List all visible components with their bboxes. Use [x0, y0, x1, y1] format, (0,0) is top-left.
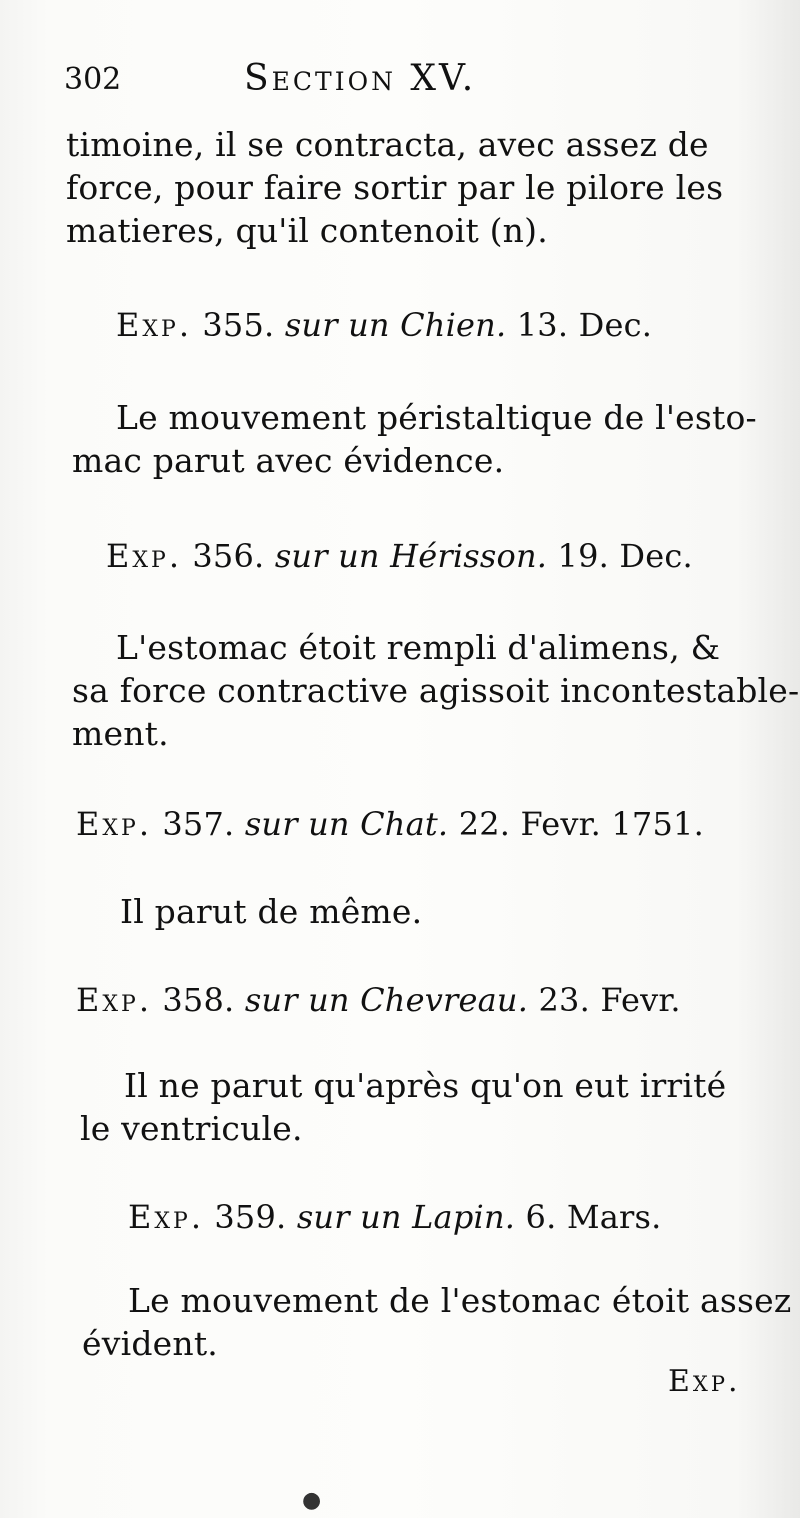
- experiment-subject: sur un Chevreau.: [244, 981, 529, 1019]
- text-line: Le mouvement de l'estomac étoit assez: [128, 1281, 792, 1320]
- text-line: évident.: [82, 1324, 218, 1363]
- experiment-date: 23. Fevr.: [538, 981, 681, 1019]
- text-line: ment.: [72, 714, 169, 753]
- experiment-label: Exp.: [106, 537, 182, 575]
- experiment-heading: [106, 536, 693, 576]
- experiment-subject: sur un Lapin.: [296, 1198, 516, 1236]
- experiment-label: Exp.: [76, 805, 152, 843]
- experiment-heading: [76, 980, 681, 1020]
- text-line: Le mouvement péristaltique de l'esto-: [116, 398, 757, 437]
- ink-speck: ●: [302, 1488, 322, 1513]
- experiment-date: 6. Mars.: [525, 1198, 662, 1236]
- text-line: mac parut avec évidence.: [72, 441, 505, 480]
- experiment-number: 355.: [202, 306, 275, 344]
- experiment-label: Exp.: [128, 1198, 204, 1236]
- catchword: Exp.: [668, 1364, 741, 1399]
- experiment-heading: [76, 804, 704, 844]
- experiment-number: 359.: [214, 1198, 287, 1236]
- text-line: sa force contractive agissoit incontestable-: [72, 671, 800, 710]
- experiment-label: Exp.: [76, 981, 152, 1019]
- experiment-number: 356.: [192, 537, 265, 575]
- experiment-subject: sur un Chien.: [284, 306, 507, 344]
- text-line: timoine, il se contracta, avec assez de: [66, 125, 709, 164]
- text-line: L'estomac étoit rempli d'alimens, &: [116, 628, 721, 667]
- experiment-label: Exp.: [116, 306, 192, 344]
- experiment-date: 22. Fevr. 1751.: [458, 805, 704, 843]
- experiment-number: 358.: [162, 981, 235, 1019]
- experiment-subject: sur un Chat.: [244, 805, 449, 843]
- experiment-number: 357.: [162, 805, 235, 843]
- text-line: matieres, qu'il contenoit (n).: [66, 211, 548, 250]
- text-line: Il ne parut qu'après qu'on eut irrité: [124, 1066, 727, 1105]
- experiment-heading: [116, 305, 652, 345]
- text-line: le ventricule.: [80, 1109, 303, 1148]
- experiment-date: 19. Dec.: [557, 537, 693, 575]
- running-head: Section XV.: [244, 58, 477, 99]
- experiment-subject: sur un Hérisson.: [274, 537, 548, 575]
- page-number: 302: [64, 62, 122, 97]
- text-line: Il parut de même.: [120, 892, 423, 931]
- experiment-date: 13. Dec.: [516, 306, 653, 344]
- text-line: force, pour faire sortir par le pilore les: [66, 168, 724, 207]
- experiment-heading: [128, 1197, 662, 1237]
